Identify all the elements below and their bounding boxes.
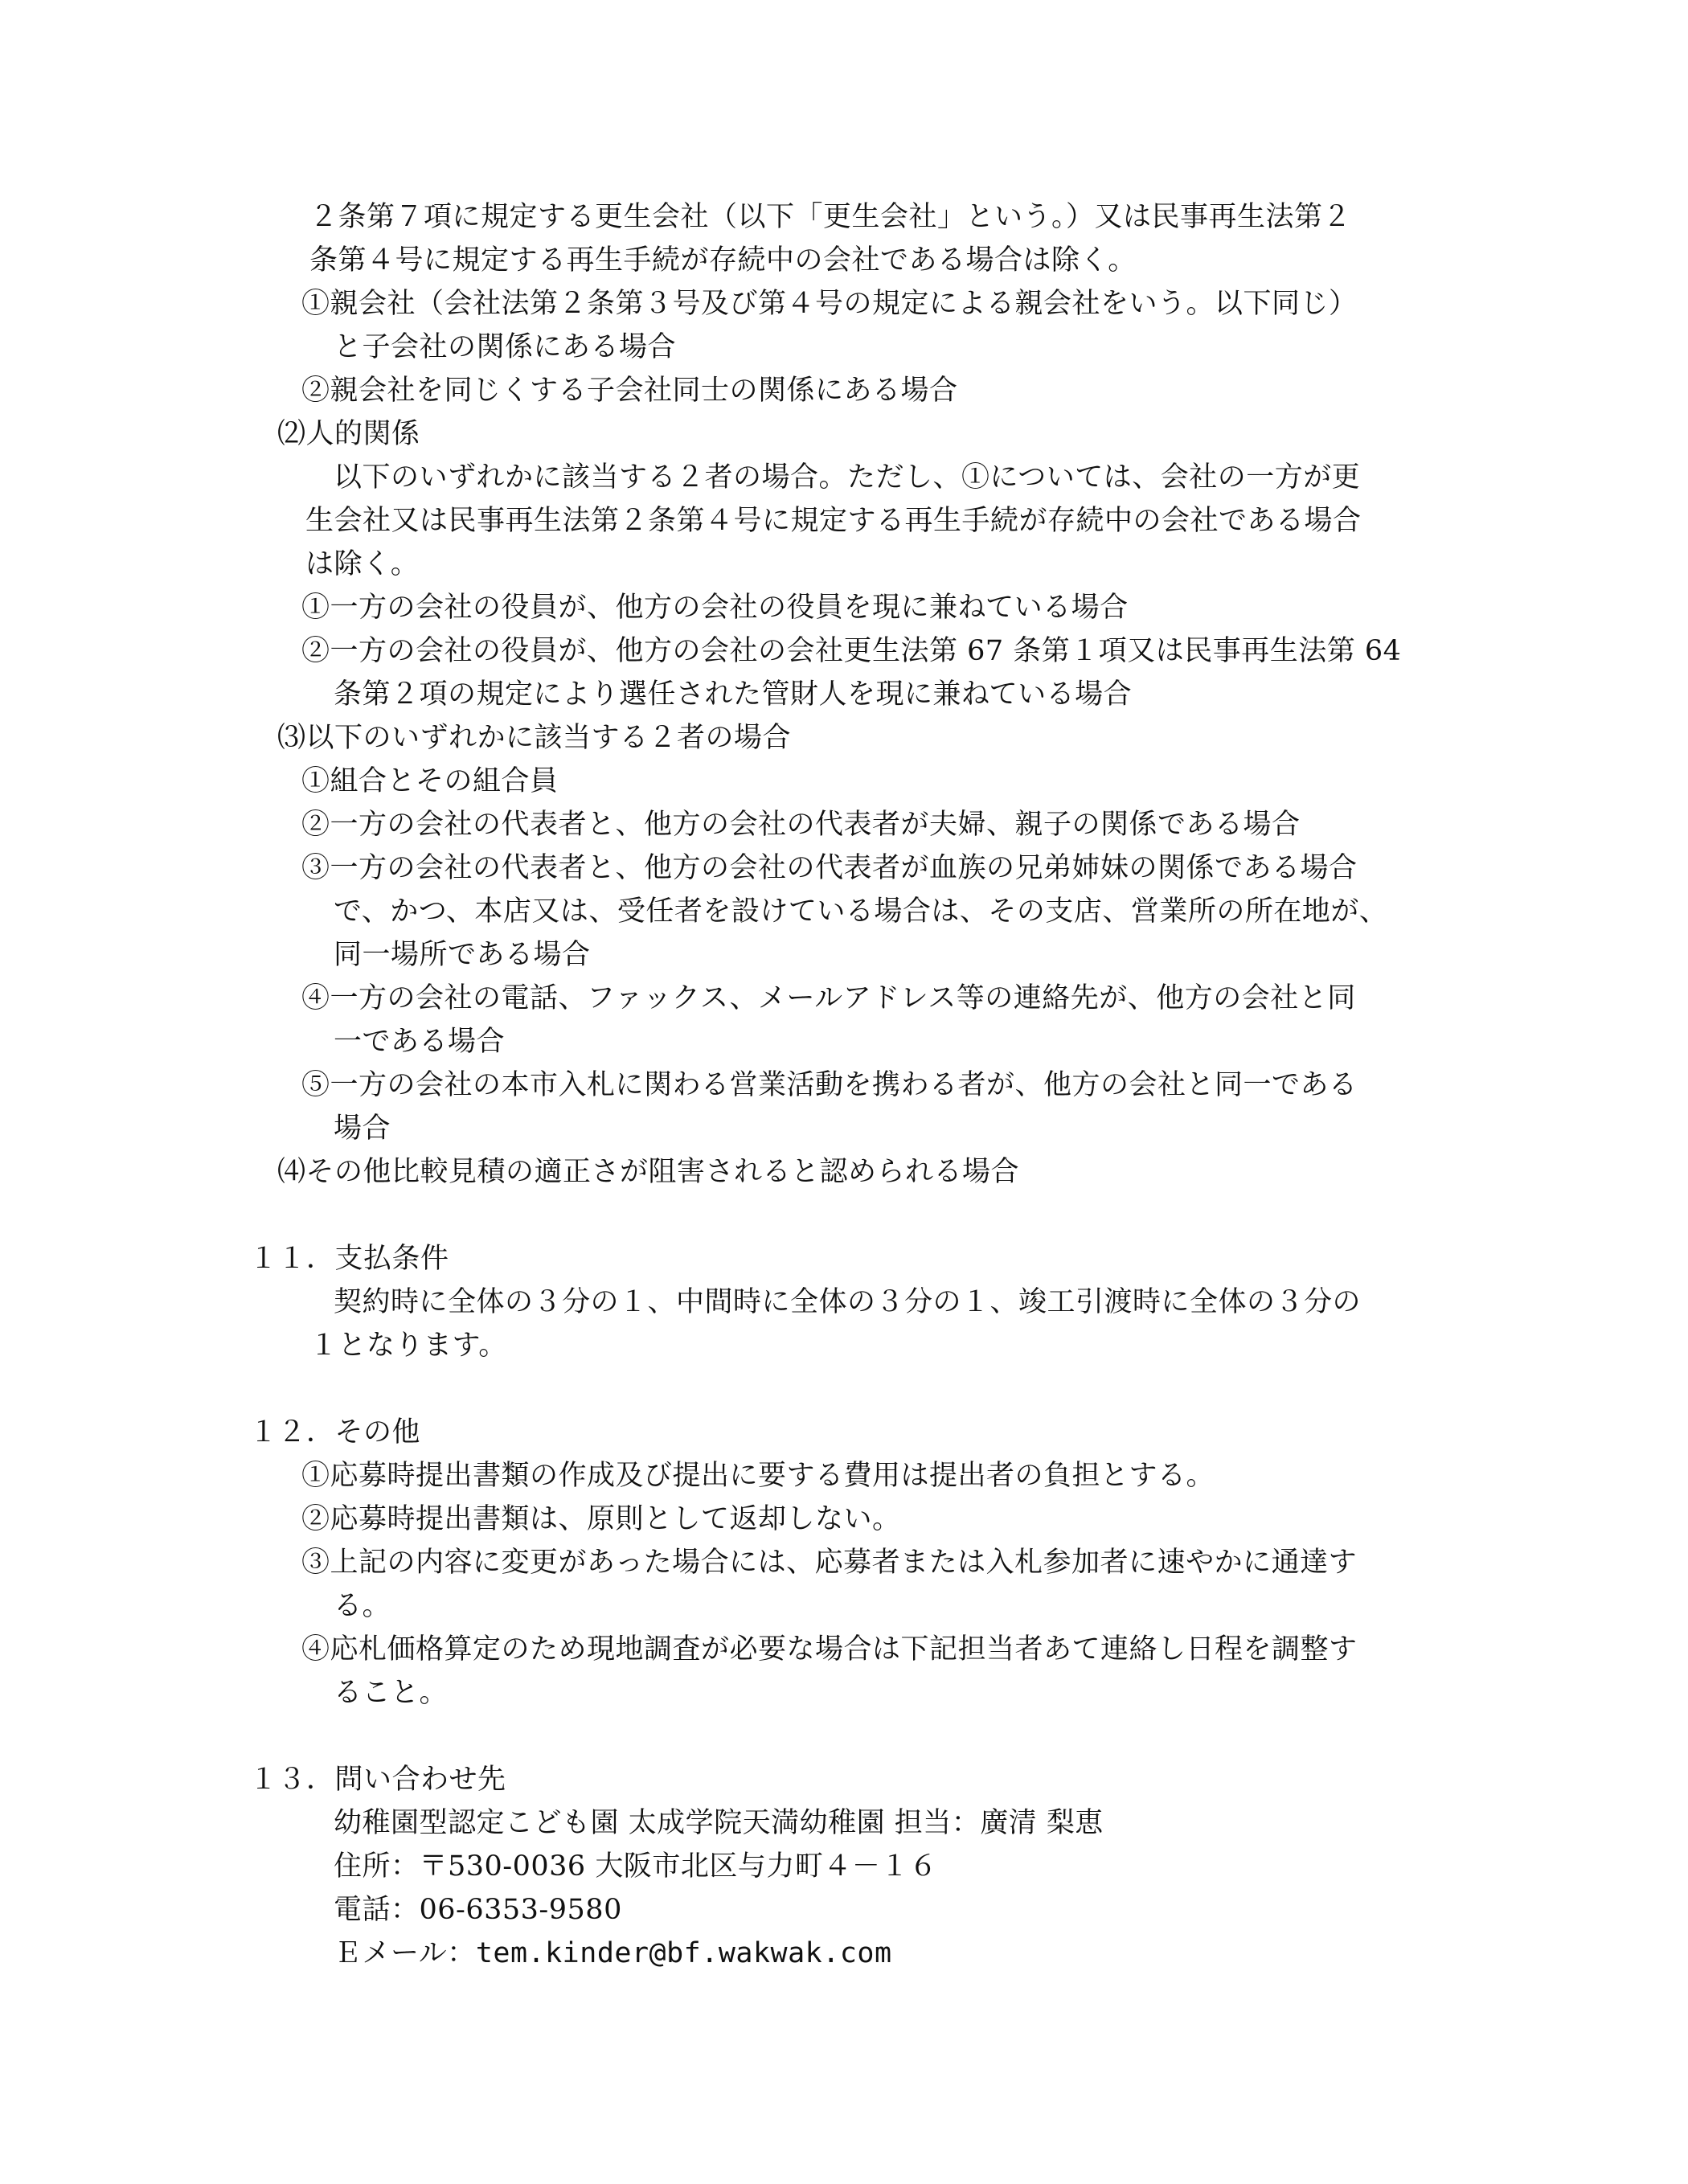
text-line: 生会社又は民事再生法第２条第４号に規定する再生手続が存続中の会社である場合	[305, 505, 1362, 537]
subsection-heading: ⑶以下のいずれかに該当する２者の場合	[277, 722, 792, 754]
text-line: 条第４号に規定する再生手続が存続中の会社である場合は除く。	[309, 244, 1137, 277]
list-item: ①一方の会社の役員が、他方の会社の役員を現に兼ねている場合	[301, 592, 1129, 624]
subsection-heading: ⑷その他比較見積の適正さが阻害されると認められる場合	[277, 1156, 1020, 1188]
text-line: ２条第７項に規定する更生会社（以下「更生会社」という。）又は民事再生法第２	[309, 201, 1352, 233]
text-line: 条第２項の規定により選任された管財人を現に兼ねている場合	[334, 678, 1133, 711]
text-line: 一である場合	[334, 1026, 506, 1058]
list-item: ⑤一方の会社の本市入札に関わる営業活動を携わる者が、他方の会社と同一である	[301, 1069, 1358, 1101]
text-line: は除く。	[305, 548, 420, 580]
contact-address: 住所：〒530-0036 大阪市北区与力町４－１６	[334, 1850, 938, 1883]
text-line: 契約時に全体の３分の１、中間時に全体の３分の１、竣工引渡時に全体の３分の	[334, 1286, 1362, 1318]
contact-organization: 幼稚園型認定こども園 太成学院天満幼稚園 担当：廣清 梨恵	[334, 1807, 1104, 1839]
text-line: る。	[334, 1590, 391, 1622]
list-item: ②一方の会社の代表者と、他方の会社の代表者が夫婦、親子の関係である場合	[301, 809, 1301, 841]
text-line: 以下のいずれかに該当する２者の場合。ただし、①については、会社の一方が更	[334, 461, 1361, 494]
section-heading: １２．その他	[249, 1416, 421, 1448]
list-item: ②一方の会社の役員が、他方の会社の会社更生法第 67 条第１項又は民事再生法第 64	[301, 635, 1402, 667]
text-line: と子会社の関係にある場合	[334, 331, 677, 363]
list-item: ④一方の会社の電話、ファックス、メールアドレス等の連絡先が、他方の会社と同	[301, 982, 1356, 1014]
list-item: ②親会社を同じくする子会社同士の関係にある場合	[301, 375, 958, 407]
contact-email: tem.kinder@bf.wakwak.com	[475, 1937, 892, 1969]
text-line: １となります。	[309, 1330, 507, 1362]
section-heading: １３．問い合わせ先	[249, 1764, 506, 1796]
subsection-heading: ⑵人的関係	[277, 418, 420, 450]
section-heading: １１．支払条件	[249, 1243, 449, 1275]
list-item: ③一方の会社の代表者と、他方の会社の代表者が血族の兄弟姉妹の関係である場合	[301, 852, 1358, 884]
list-item: ①組合とその組合員	[301, 765, 559, 797]
text-line: で、かつ、本店又は、受任者を設けている場合は、その支店、営業所の所在地が、	[334, 895, 1388, 928]
contact-phone: 電話：06-6353-9580	[334, 1894, 622, 1926]
list-item: ④応札価格算定のため現地調査が必要な場合は下記担当者あて連絡し日程を調整す	[301, 1633, 1358, 1666]
text-line: ること。	[334, 1677, 449, 1709]
text-line: 場合	[334, 1112, 391, 1145]
list-item: ①応募時提出書類の作成及び提出に要する費用は提出者の負担とする。	[301, 1460, 1215, 1492]
contact-email-label: Ｅメール：	[334, 1937, 476, 1969]
list-item: ③上記の内容に変更があった場合には、応募者または入札参加者に速やかに通達す	[301, 1547, 1358, 1579]
text-line: 同一場所である場合	[334, 939, 591, 971]
contact-email-line	[334, 1936, 892, 1971]
list-item: ①親会社（会社法第２条第３号及び第４号の規定による親会社をいう。以下同じ）	[301, 288, 1358, 320]
list-item: ②応募時提出書類は、原則として返却しない。	[301, 1503, 901, 1535]
